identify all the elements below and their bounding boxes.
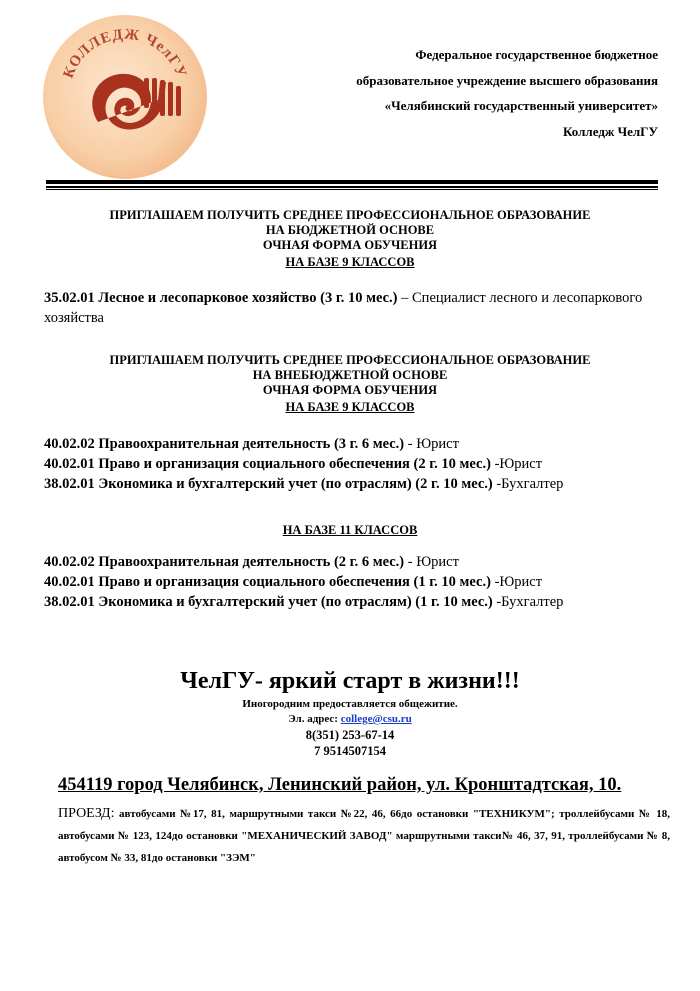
- college-logo: [40, 12, 210, 182]
- email-label: Эл. адрес:: [288, 713, 341, 725]
- heading-line: НА ВНЕБЮДЖЕТНОЙ ОСНОВЕ: [252, 368, 448, 382]
- program-qualification: -Бухгалтер: [492, 594, 564, 610]
- directions-label: ПРОЕЗД:: [58, 806, 115, 821]
- phone: 7 9514507154: [314, 744, 386, 758]
- program-name: 35.02.01 Лесное и лесопарковое хозяйство (3 г. 10 мес.): [44, 290, 398, 306]
- program-item: [44, 572, 670, 592]
- header-divider: [46, 180, 658, 184]
- program-list: [44, 434, 670, 494]
- base-label: НА БАЗЕ 9 КЛАССОВ: [285, 400, 415, 414]
- program-qualification: -Бухгалтер: [492, 476, 564, 492]
- program-name: 38.02.01 Экономика и бухгалтерский учет (по отраслям) (1 г. 10 мес.): [44, 594, 493, 610]
- base-label: НА БАЗЕ 11 КЛАССОВ: [282, 523, 418, 537]
- program-qualification: - Юрист: [404, 554, 459, 570]
- address: 454119 город Челябинск, Ленинский район, ул. Кронштадтская, 10.: [58, 775, 622, 795]
- heading-line: ОЧНАЯ ФОРМА ОБУЧЕНИЯ: [262, 238, 438, 252]
- email-line: [0, 712, 700, 727]
- slogan: ЧелГУ- яркий старт в жизни!!!: [180, 668, 520, 694]
- program-name: 38.02.01 Экономика и бухгалтерский учет (по отраслям) (2 г. 10 мес.): [44, 476, 493, 492]
- heading-line: ОЧНАЯ ФОРМА ОБУЧЕНИЯ: [262, 383, 438, 397]
- program-qualification: - Юрист: [404, 436, 459, 452]
- program-name: 40.02.02 Правоохранительная деятельность (3 г. 6 мес.): [44, 436, 405, 452]
- program-name: 40.02.01 Право и организация социального обеспечения (2 г. 10 мес.): [44, 456, 491, 472]
- program-list: [44, 552, 670, 612]
- heading-line: ПРИГЛАШАЕМ ПОЛУЧИТЬ СРЕДНЕЕ ПРОФЕССИОНАЛЬНОЕ ОБРАЗОВАНИЕ: [109, 208, 591, 222]
- organization-header: [298, 42, 658, 144]
- program-item: [44, 474, 670, 494]
- program-item: [44, 454, 670, 474]
- program-item: [44, 592, 670, 612]
- phone: 8(351) 253-67-14: [305, 728, 395, 742]
- program-qualification: -Юрист: [490, 574, 543, 590]
- header-divider: [46, 189, 658, 190]
- directions-text: автобусами №17, 81, маршрутными такси №22, 46, 66до остановки "ТЕХНИКУМ"; троллейбусами № 18, автобусами № 123, 124до остановки "МЕХАНИЧЕСКИЙ ЗАВОД" маршрутными такси№ 46, 37, 91, троллейбусами № 8, автобусом № 33, 81до остановки "ЗЭМ": [58, 808, 670, 864]
- org-line: образовательное учреждение высшего образования: [356, 72, 658, 88]
- org-line: Колледж ЧелГУ: [563, 123, 658, 139]
- program-item: [44, 552, 670, 572]
- program-item: [44, 434, 670, 454]
- program-name: 40.02.01 Право и организация социального обеспечения (1 г. 10 мес.): [44, 574, 491, 590]
- dorm-note: Иногородним предоставляется общежитие.: [242, 698, 458, 710]
- directions: [58, 803, 670, 869]
- org-line: Федеральное государственное бюджетное: [415, 47, 658, 62]
- email-link[interactable]: college@csu.ru: [340, 713, 412, 725]
- logo-text: КОЛЛЕДЖ ЧелГУ: [60, 26, 190, 81]
- heading-line: НА БЮДЖЕТНОЙ ОСНОВЕ: [265, 223, 435, 237]
- org-line: «Челябинский государственный университет»: [384, 98, 658, 113]
- section-budget-heading: [0, 208, 700, 270]
- program-name: 40.02.02 Правоохранительная деятельность (2 г. 6 мес.): [44, 554, 405, 570]
- program-qualification: – Специалист лесного и лесопаркового хозяйства: [44, 290, 643, 326]
- heading-line: ПРИГЛАШАЕМ ПОЛУЧИТЬ СРЕДНЕЕ ПРОФЕССИОНАЛЬНОЕ ОБРАЗОВАНИЕ: [109, 353, 591, 367]
- program-item: [44, 288, 670, 328]
- program-qualification: -Юрист: [490, 456, 543, 472]
- section-paid-heading: [0, 353, 700, 415]
- header-divider: [46, 186, 658, 188]
- base-label: НА БАЗЕ 9 КЛАССОВ: [285, 255, 415, 269]
